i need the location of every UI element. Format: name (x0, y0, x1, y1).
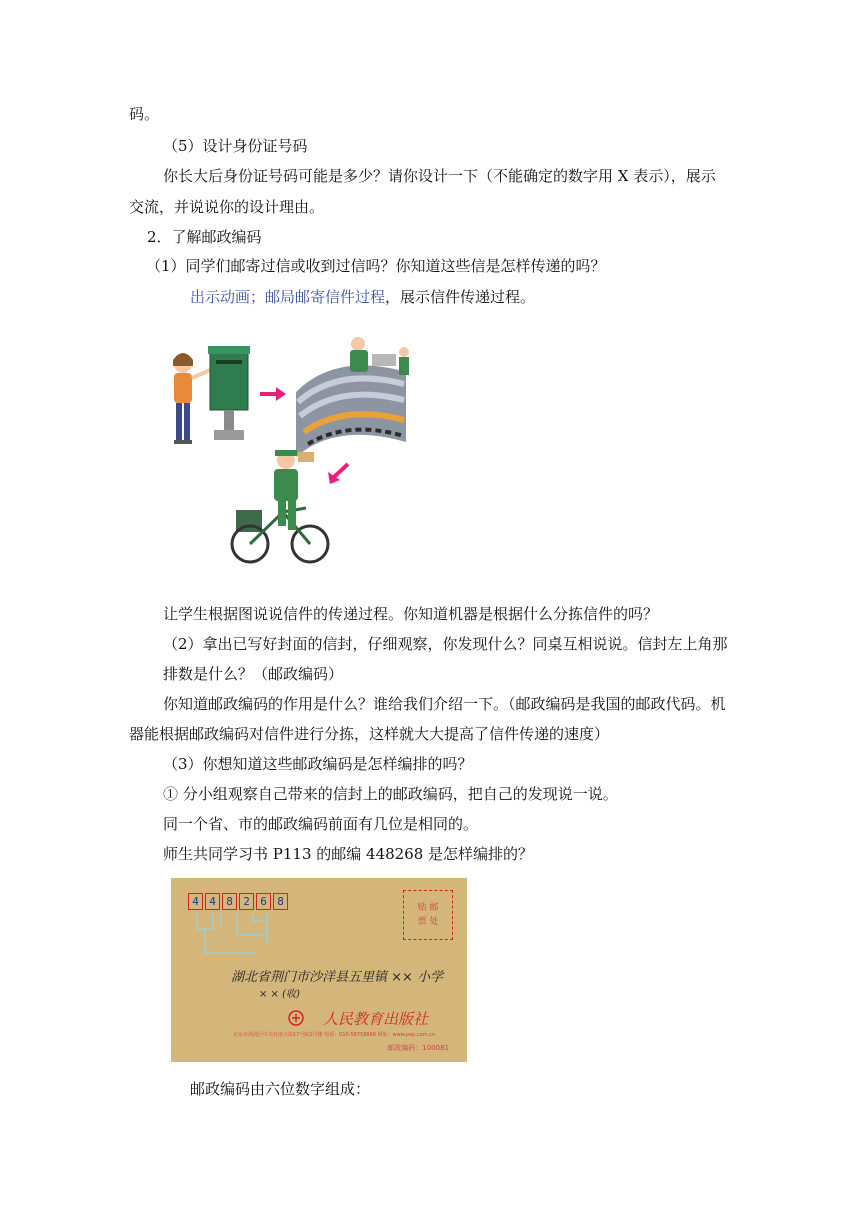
section-5-heading: （5）设计身份证号码 (163, 137, 308, 155)
animation-link[interactable]: 出示动画；邮局邮寄信件过程 (190, 288, 386, 306)
para-q2-cont: 排数是什么？（邮政编码） (163, 665, 344, 683)
para-q2: （2）拿出已写好封面的信封，仔细观察，你发现什么？同桌互相说说。信封左上角那 (163, 635, 728, 653)
section-2-heading: 2．了解邮政编码 (147, 228, 262, 246)
envelope-image (171, 878, 467, 1062)
animation-rest: ，展示信件传递过程。 (385, 288, 536, 306)
postcode-digit: 6 (256, 893, 271, 910)
postcode-digit: 4 (205, 893, 220, 910)
para-step1: ① 分小组观察自己带来的信封上的邮政编码，把自己的发现说一说。 (163, 785, 618, 803)
envelope-postcode-label: 邮政编码：100081 (387, 1044, 449, 1052)
para-postcode-role: 你知道邮政编码的作用是什么？谁给我们介绍一下。（邮政编码是我国的邮政代码。机 (163, 695, 726, 713)
envelope-footer: 北京市海淀区中关村南大街17号院1号楼 电话：010-58758866 网址：www.pep.com.cn (233, 1032, 436, 1038)
publisher-logo-icon (288, 1010, 304, 1026)
para-describe: 让学生根据图说说信件的传递过程。你知道机器是根据什么分拣信件的吗？ (163, 605, 659, 623)
envelope-recipient: × × (收) (259, 989, 300, 1000)
para-id-design: 你长大后身份证号码可能是多少？请你设计一下（不能确定的数字用 X 表示），展示 (163, 167, 716, 185)
para-q1: （1）同学们邮寄过信或收到过信吗？你知道这些信是怎样传递的吗？ (146, 257, 606, 275)
postcode-digit: 8 (273, 893, 288, 910)
stamp-text-1: 贴 邮 (417, 903, 439, 913)
mailbox-icon (208, 346, 250, 440)
postcode-digit: 2 (239, 893, 254, 910)
arrow-right-icon (260, 387, 286, 401)
postcode-boxes (188, 893, 290, 910)
para-q3: （3）你想知道这些邮政编码是怎样编排的吗？ (163, 755, 473, 773)
para-six-digits: 邮政编码由六位数字组成： (190, 1080, 371, 1098)
arrow-down-left-icon (328, 464, 348, 484)
postman-bicycle-icon (232, 450, 328, 562)
girl-figure (173, 353, 210, 444)
envelope-publisher: 人民教育出版社 (323, 1010, 429, 1028)
para-textbook: 师生共同学习书 P113 的邮编 448268 是怎样编排的？ (163, 845, 534, 863)
sorting-machine-icon (296, 337, 409, 457)
postcode-annotation-lines (191, 911, 281, 961)
para-ma: 码。 (129, 105, 160, 123)
postcode-digit: 4 (188, 893, 203, 910)
mail-process-illustration (158, 332, 418, 577)
stamp-box (403, 890, 453, 940)
para-postcode-role-cont: 器能根据邮政编码对信件进行分拣，这样就大大提高了信件传递的速度） (129, 725, 610, 743)
envelope-address: 湖北省荆门市沙洋县五里镇 ×× 小学 (231, 970, 444, 985)
stamp-text-2: 票 处 (417, 917, 439, 927)
para-same-province: 同一个省、市的邮政编码前面有几位是相同的。 (163, 815, 479, 833)
para-animation (190, 287, 535, 307)
para-id-design-cont: 交流，并说说你的设计理由。 (129, 198, 325, 216)
postcode-digit: 8 (222, 893, 237, 910)
